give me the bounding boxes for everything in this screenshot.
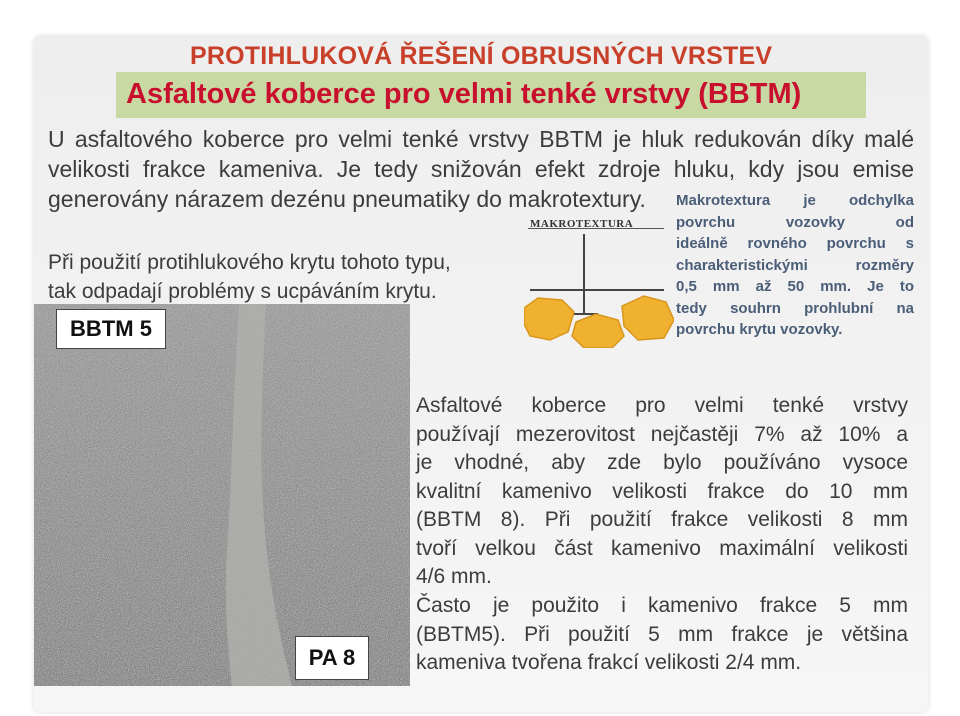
- paragraph-line: Často je použito i kamenivo frakce 5 mm: [416, 594, 908, 617]
- definition-line: povrchu vozovky od: [676, 213, 914, 231]
- paragraph-line: kvalitní kamenivo velikosti frakce do 10 mm: [416, 479, 908, 503]
- slide-title: PROTIHLUKOVÁ ŘEŠENÍ OBRUSNÝCH VRSTEV: [190, 42, 773, 70]
- paragraph-line: je vhodné, aby zde bylo používáno vysoce: [416, 451, 908, 474]
- paragraph-line: Asfaltové koberce pro velmi tenké vrstvy: [416, 394, 908, 417]
- definition-line: 0,5 mm až 50 mm. Je to: [676, 278, 914, 295]
- definition-line: tedy souhrn prohlubní na: [676, 299, 914, 317]
- asphalt-texture-image: [34, 304, 410, 686]
- makrotextura-diagram: [524, 228, 674, 348]
- note-line: Při použití protihlukového krytu tohoto typu,: [48, 251, 451, 274]
- pa8-label: PA 8: [295, 636, 369, 680]
- makrotextura-diagram-label: MAKROTEXTURA: [530, 218, 634, 230]
- makrotextura-definition: [676, 190, 914, 341]
- bbtm5-label: BBTM 5: [56, 309, 166, 349]
- paragraph-line: (BBTM5). Při použití 5 mm frakce je většina: [416, 622, 908, 646]
- intro-line: generovány nárazem dezénu pneumatiky do makrotextury.: [48, 186, 646, 212]
- slide-subtitle: Asfaltové koberce pro velmi tenké vrstvy (BBTM): [126, 78, 802, 110]
- paragraph-line: 4/6 mm.: [416, 565, 492, 588]
- bbtm-porosity-paragraph: [416, 392, 908, 592]
- definition-line: povrchu krytu vozovky.: [676, 321, 843, 338]
- asphalt-surface-photo: [34, 304, 410, 686]
- no-clogging-note: [48, 248, 518, 306]
- paragraph-line: tvoří velkou část kamenivo maximální velikosti: [416, 536, 908, 560]
- note-line: tak odpadají problémy s ucpáváním krytu.: [48, 280, 437, 303]
- paragraph-line: kameniva tvořena frakcí velikosti 2/4 mm.: [416, 651, 802, 674]
- intro-line: U asfaltového koberce pro velmi tenké vrstvy BBTM je hluk redukován díky malé: [48, 126, 914, 152]
- definition-line: Makrotextura je odchylka: [676, 192, 914, 209]
- bbtm5-fraction-paragraph: [416, 592, 908, 678]
- paragraph-line: (BBTM 8). Při použití frakce velikosti 8 mm: [416, 508, 908, 531]
- intro-line: velikosti frakce kameniva. Je tedy snižován efekt zdroje hluku, kdy jsou emise: [48, 156, 914, 182]
- definition-line: charakteristickými rozměry: [676, 256, 914, 274]
- definition-line: ideálně rovného povrchu s: [676, 235, 914, 252]
- paragraph-line: používají mezerovitost nejčastěji 7% až 10% a: [416, 422, 908, 446]
